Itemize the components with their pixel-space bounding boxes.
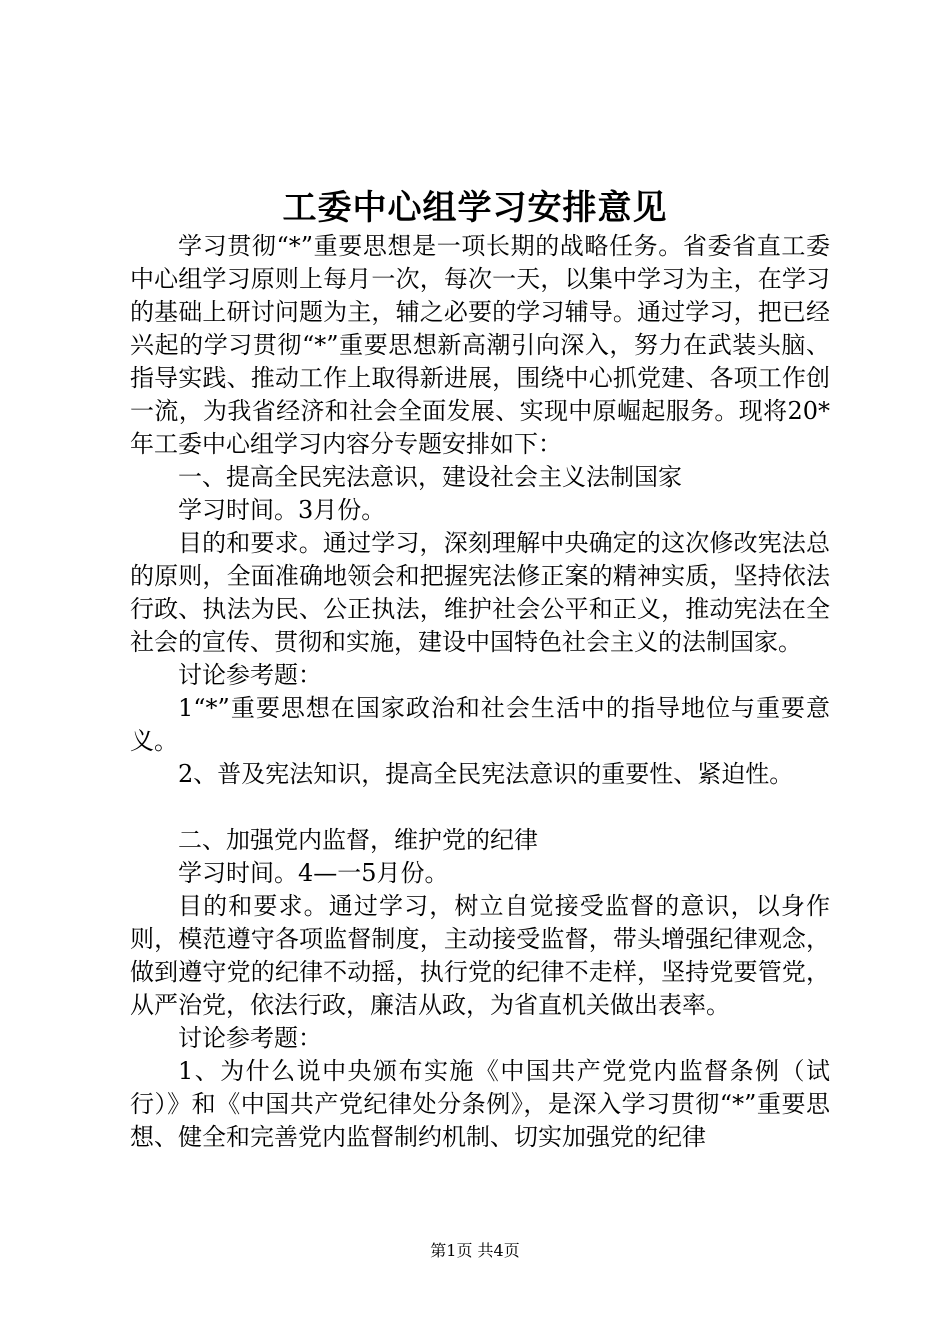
section-spacer — [130, 791, 830, 824]
section-one-question-2: 2、普及宪法知识，提高全民宪法意识的重要性、紧迫性。 — [178, 760, 794, 788]
section-two-discussion-label: 讨论参考题： — [178, 1024, 322, 1052]
document-title: 工委中心组学习安排意见 — [282, 188, 668, 228]
section-two-time: 学习时间。4—一5月份。 — [178, 859, 449, 887]
section-one-goals: 目的和要求。通过学习，深刻理解中央确定的这次修改宪法总的原则，全面准确地领会和把握宪法修正案的精神实质，坚持依法行政、执法为民、公正执法，维护社会公平和正义，推动宪法在全社会的宣传、贯彻和实施，建设中国特色社会主义的法制国家。 — [130, 529, 830, 656]
section-one-time: 学习时间。3月份。 — [178, 496, 386, 524]
section-one-discussion-label: 讨论参考题： — [178, 661, 322, 689]
page-number-footer: 第1页 共4页 — [430, 1241, 520, 1260]
intro-paragraph: 学习贯彻“*”重要思想是一项长期的战略任务。省委省直工委中心组学习原则上每月一次，每次一天，以集中学习为主，在学习的基础上研讨问题为主，辅之必要的学习辅导。通过学习，把已经兴起的学习贯彻“*”重要思想新高潮引向深入，努力在武装头脑、指导实践、推动工作上取得新进展，围绕中心抓党建、各项工作创一流，为我省经济和社会全面发展、实现中原崛起服务。现将20*年工委中心组学习内容分专题安排如下： — [130, 232, 830, 458]
section-two-goals: 目的和要求。通过学习，树立自觉接受监督的意识，以身作则，模范遵守各项监督制度，主动接受监督，带头增强纪律观念，做到遵守党的纪律不动摇，执行党的纪律不走样，坚持党要管党，从严治党，依法行政，廉洁从政，为省直机关做出表率。 — [130, 892, 830, 1019]
section-one-question-1: 1“*”重要思想在国家政治和社会生活中的指导地位与重要意义。 — [130, 694, 830, 755]
document-body — [130, 230, 830, 1154]
section-two-question-1: 1、为什么说中央颁布实施《中国共产党党内监督条例（试行）》和《中国共产党纪律处分条例》，是深入学习贯彻“*”重要思想、健全和完善党内监督制约机制、切实加强党的纪律 — [130, 1057, 830, 1151]
section-two-heading: 二、加强党内监督，维护党的纪律 — [178, 826, 538, 854]
section-one-heading: 一、提高全民宪法意识，建设社会主义法制国家 — [178, 463, 682, 491]
